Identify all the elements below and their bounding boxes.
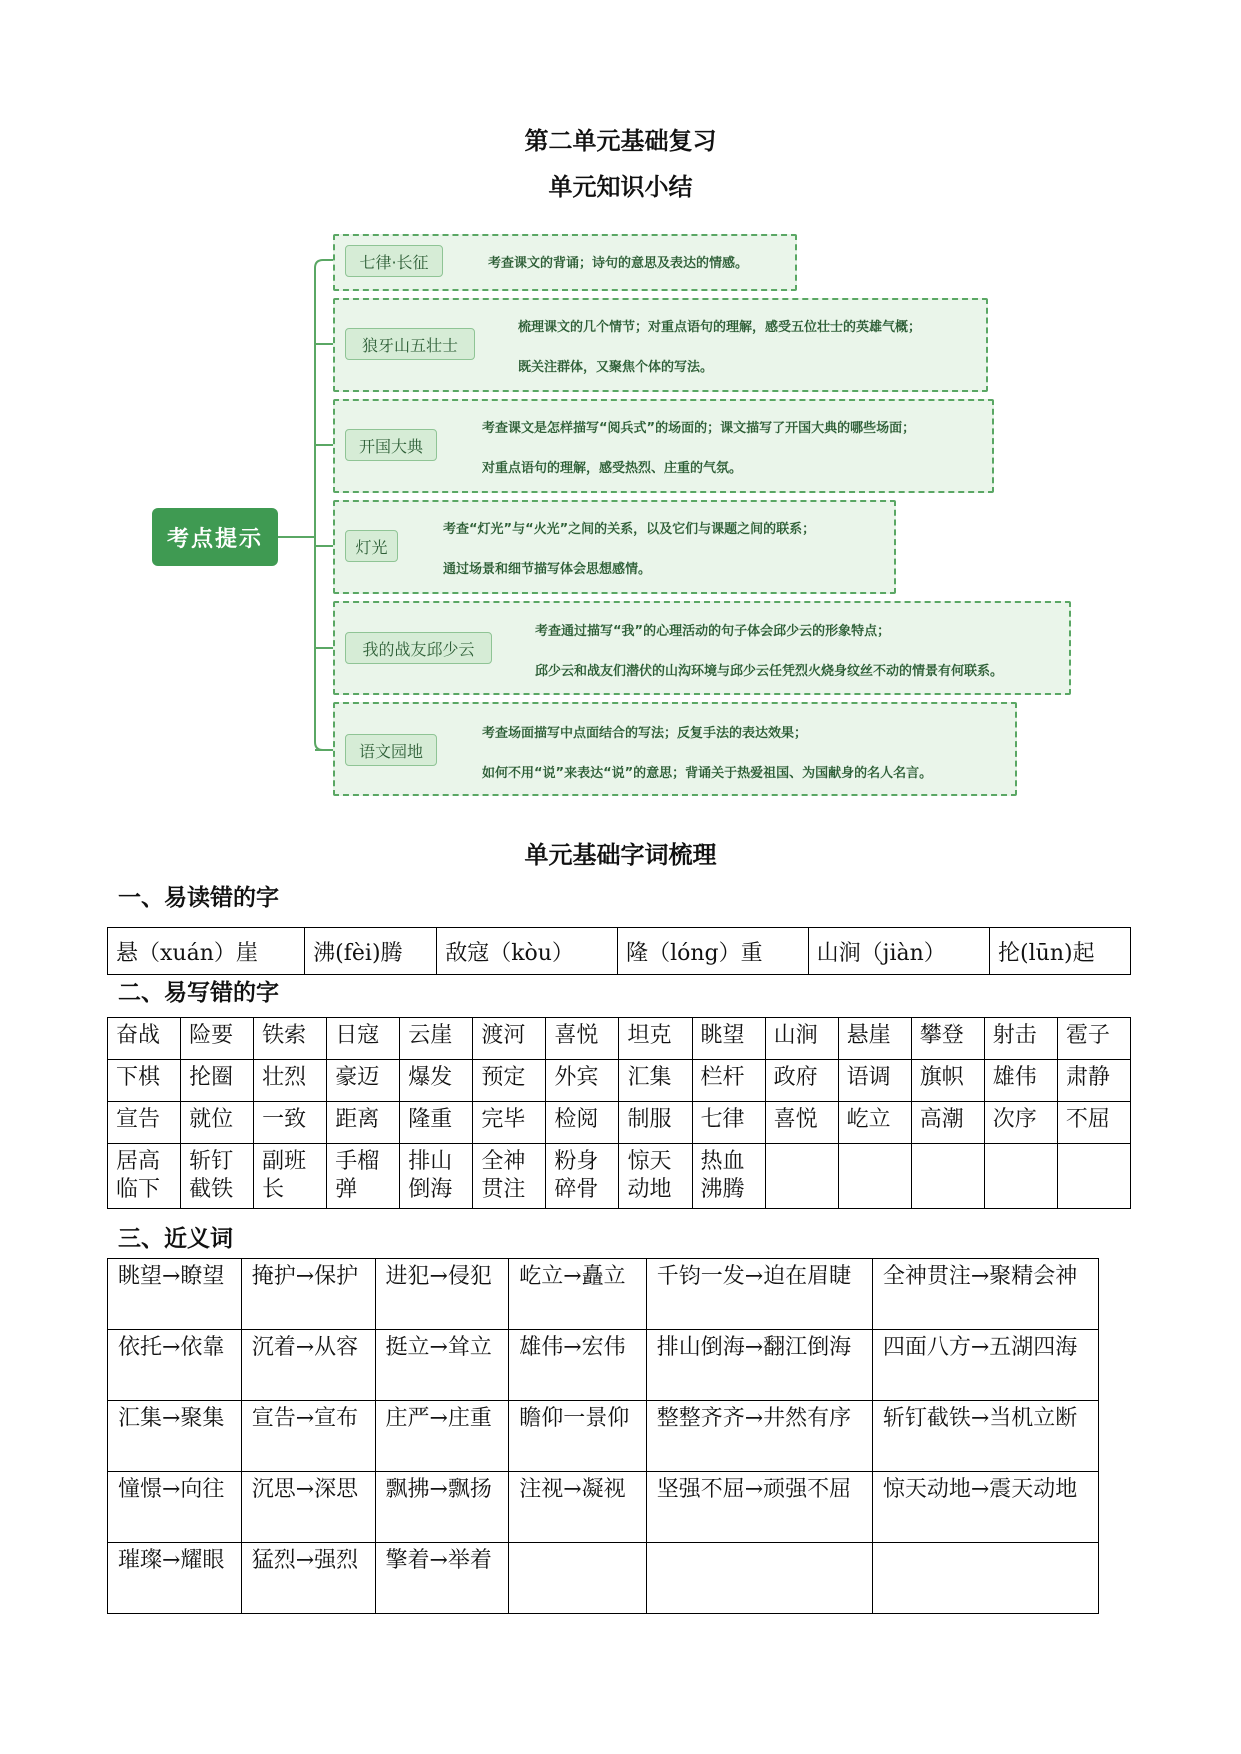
table-cell: 手榴弹: [327, 1144, 400, 1209]
table-cell: [646, 1543, 872, 1614]
table-cell: 千钧一发→迫在眉睫: [646, 1259, 872, 1330]
note-6-1: 考查场面描写中点面结合的写法；反复手法的表达效果；: [482, 726, 808, 741]
table-cell: 日寇: [327, 1018, 400, 1060]
table-cell: 栏杆: [692, 1060, 765, 1102]
table-cell: 语调: [838, 1060, 911, 1102]
table-cell: 雄伟→宏伟: [509, 1330, 647, 1401]
table-cell: 悬崖: [838, 1018, 911, 1060]
table-cell: 隆（lóng）重: [618, 928, 809, 975]
table-cell: 一致: [254, 1102, 327, 1144]
table-cell: 汇集→聚集: [108, 1401, 242, 1472]
table-cell: 奋战: [108, 1018, 181, 1060]
note-3-1: 考查课文是怎样描写“阅兵式”的场面的；课文描写了开国大典的哪些场面；: [482, 421, 916, 436]
table-row: [108, 1401, 1099, 1472]
table-cell: 眺望: [692, 1018, 765, 1060]
branch-node-dengguang: 灯光: [345, 530, 398, 562]
table-cell: 沉着→从容: [241, 1330, 375, 1401]
table-row: [108, 1018, 1131, 1060]
table-cell: 山涧（jiàn）: [808, 928, 989, 975]
table-cell: 全神贯注: [473, 1144, 546, 1209]
table-row: [108, 1472, 1099, 1543]
miswritten-characters-table: [107, 1017, 1131, 1209]
table-cell: 坚强不屈→顽强不屈: [646, 1472, 872, 1543]
table-cell: 政府: [765, 1060, 838, 1102]
table-cell: 就位: [181, 1102, 254, 1144]
table-cell: [838, 1144, 911, 1209]
table-cell: [1057, 1144, 1130, 1209]
table-cell: 抡圈: [181, 1060, 254, 1102]
note-4-1: 考查“灯光”与“火光”之间的关系，以及它们与课题之间的联系；: [443, 522, 816, 537]
table-cell: 排山倒海→翻江倒海: [646, 1330, 872, 1401]
table-cell: 检阅: [546, 1102, 619, 1144]
table-cell: 粉身碎骨: [546, 1144, 619, 1209]
table-cell: 坦克: [619, 1018, 692, 1060]
table-cell: 不屈: [1057, 1102, 1130, 1144]
table-cell: 铁索: [254, 1018, 327, 1060]
table-cell: 进犯→侵犯: [375, 1259, 509, 1330]
table-cell: 斩钉截铁: [181, 1144, 254, 1209]
note-4-2: 通过场景和细节描写体会思想感情。: [443, 562, 652, 577]
table-cell: 擎着→举着: [375, 1543, 509, 1614]
section3-heading: 三、近义词: [118, 1225, 233, 1252]
table-cell: 掩护→保护: [241, 1259, 375, 1330]
table-cell: 旗帜: [911, 1060, 984, 1102]
table-cell: [984, 1144, 1057, 1209]
table-cell: 悬（xuán）崖: [108, 928, 305, 975]
table-cell: 外宾: [546, 1060, 619, 1102]
table-cell: 依托→依靠: [108, 1330, 242, 1401]
table-cell: [911, 1144, 984, 1209]
table-cell: 爆发: [400, 1060, 473, 1102]
table-cell: 惊天动地→震天动地: [872, 1472, 1098, 1543]
table-cell: 敌寇（kòu）: [437, 928, 618, 975]
table-cell: 豪迈: [327, 1060, 400, 1102]
table-cell: 屹立→矗立: [509, 1259, 647, 1330]
table-cell: 隆重: [400, 1102, 473, 1144]
table-cell: 喜悦: [765, 1102, 838, 1144]
table-row: [108, 1060, 1131, 1102]
table-cell: 下棋: [108, 1060, 181, 1102]
table-cell: 注视→凝视: [509, 1472, 647, 1543]
table-cell: 渡河: [473, 1018, 546, 1060]
table-cell: 排山倒海: [400, 1144, 473, 1209]
table-cell: 宣告→宣布: [241, 1401, 375, 1472]
table-cell: 喜悦: [546, 1018, 619, 1060]
table-cell: 宣告: [108, 1102, 181, 1144]
synonyms-table: [107, 1258, 1099, 1614]
table-cell: 次序: [984, 1102, 1057, 1144]
table-cell: 猛烈→强烈: [241, 1543, 375, 1614]
table-cell: 云崖: [400, 1018, 473, 1060]
table-cell: 雹子: [1057, 1018, 1130, 1060]
note-5-2: 邱少云和战友们潜伏的山沟环境与邱少云任凭烈火烧身纹丝不动的情景有何联系。: [535, 664, 1004, 679]
mind-map: [0, 0, 1241, 820]
branch-node-qilv: 七律·长征: [345, 245, 443, 277]
table-cell: [872, 1543, 1098, 1614]
note-2-2: 既关注群体，又聚焦个体的写法。: [518, 360, 714, 375]
table-cell: 惊天动地: [619, 1144, 692, 1209]
table-cell: 居高临下: [108, 1144, 181, 1209]
note-2-1: 梳理课文的几个情节；对重点语句的理解，感受五位壮士的英雄气概；: [518, 320, 922, 335]
table-cell: 热血沸腾: [692, 1144, 765, 1209]
root-node: 考点提示: [152, 508, 278, 566]
table-cell: 七律: [692, 1102, 765, 1144]
page-title: 第二单元基础复习: [524, 126, 717, 155]
table-cell: 山涧: [765, 1018, 838, 1060]
table-cell: [765, 1144, 838, 1209]
table-cell: 距离: [327, 1102, 400, 1144]
table-cell: 沸(fèi)腾: [305, 928, 437, 975]
table-cell: 整整齐齐→井然有序: [646, 1401, 872, 1472]
table-cell: 眺望→瞭望: [108, 1259, 242, 1330]
table-cell: 全神贯注→聚精会神: [872, 1259, 1098, 1330]
branch-node-langyashan: 狼牙山五壮士: [345, 328, 475, 360]
branch-node-yuwen: 语文园地: [345, 734, 437, 766]
table-cell: 壮烈: [254, 1060, 327, 1102]
section1-heading: 一、易读错的字: [118, 884, 279, 911]
note-6-2: 如何不用“说”来表达“说”的意思；背诵关于热爱祖国、为国献身的名人名言。: [482, 766, 933, 781]
page-subtitle: 单元知识小结: [548, 172, 693, 201]
table-cell: 沉思→深思: [241, 1472, 375, 1543]
table-row: [108, 1259, 1099, 1330]
table-cell: 憧憬→向往: [108, 1472, 242, 1543]
table-cell: 斩钉截铁→当机立断: [872, 1401, 1098, 1472]
section-title: 单元基础字词梳理: [524, 840, 717, 869]
table-cell: 四面八方→五湖四海: [872, 1330, 1098, 1401]
table-cell: 庄严→庄重: [375, 1401, 509, 1472]
table-row: [108, 1543, 1099, 1614]
branch-node-kaiguo: 开国大典: [345, 429, 437, 461]
note-1-1: 考查课文的背诵；诗句的意思及表达的情感。: [488, 256, 749, 271]
table-cell: 高潮: [911, 1102, 984, 1144]
table-cell: 瞻仰一景仰: [509, 1401, 647, 1472]
table-cell: 副班长: [254, 1144, 327, 1209]
table-cell: 完毕: [473, 1102, 546, 1144]
table-cell: 雄伟: [984, 1060, 1057, 1102]
table-cell: 预定: [473, 1060, 546, 1102]
table-cell: 挺立→耸立: [375, 1330, 509, 1401]
table-row: [108, 1102, 1131, 1144]
table-cell: 璀璨→耀眼: [108, 1543, 242, 1614]
section2-heading: 二、易写错的字: [118, 979, 279, 1006]
table-cell: 攀登: [911, 1018, 984, 1060]
table-cell: 险要: [181, 1018, 254, 1060]
table-row: [108, 1330, 1099, 1401]
table-cell: 制服: [619, 1102, 692, 1144]
table-cell: [509, 1543, 647, 1614]
misread-characters-table: [107, 927, 1131, 975]
table-cell: 射击: [984, 1018, 1057, 1060]
note-5-1: 考查通过描写“我”的心理活动的句子体会邱少云的形象特点；: [535, 624, 891, 639]
note-3-2: 对重点语句的理解，感受热烈、庄重的气氛。: [482, 461, 743, 476]
branch-group-4: [333, 500, 896, 594]
table-cell: 飘拂→飘扬: [375, 1472, 509, 1543]
table-cell: 肃静: [1057, 1060, 1130, 1102]
table-row: [108, 1144, 1131, 1209]
table-cell: 屹立: [838, 1102, 911, 1144]
table-cell: 汇集: [619, 1060, 692, 1102]
table-row: [108, 928, 1131, 975]
table-cell: 抡(lūn)起: [990, 928, 1131, 975]
branch-node-qiushaoyun: 我的战友邱少云: [345, 632, 492, 664]
